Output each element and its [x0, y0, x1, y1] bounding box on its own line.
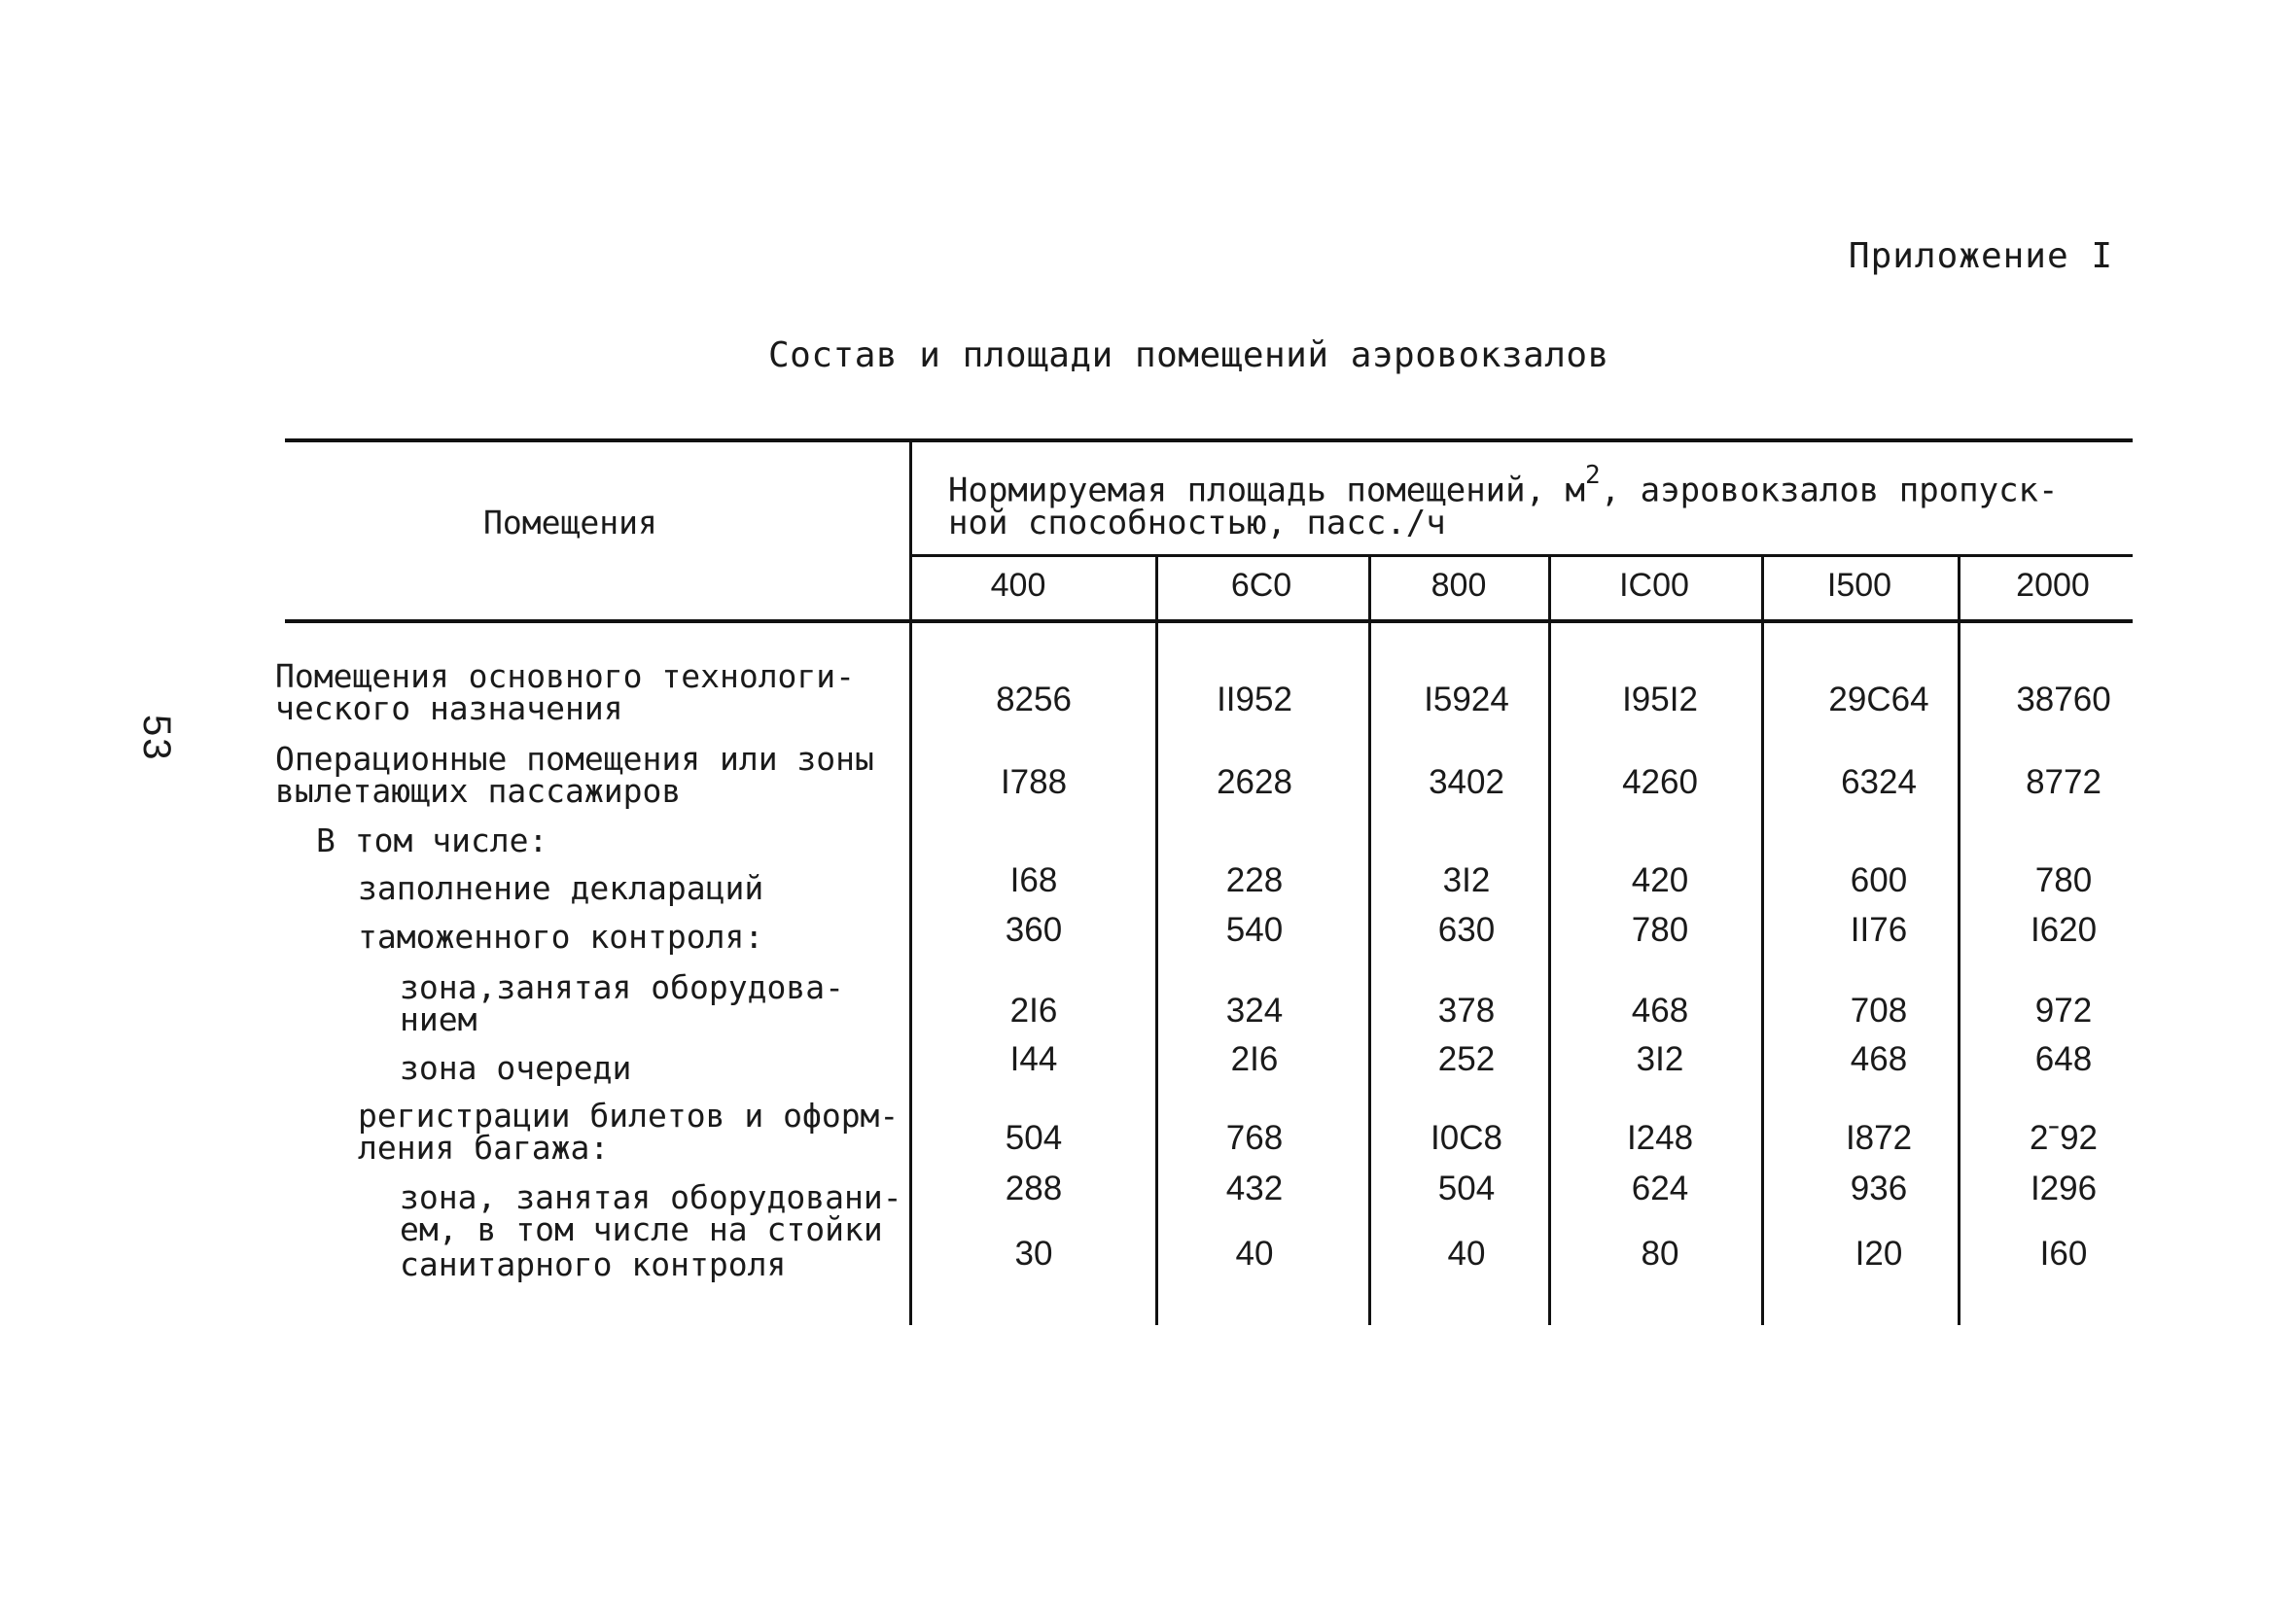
- header-norm-text: Нормируемая площадь помещений, м: [948, 471, 1586, 510]
- row-label: санитарного контроля: [400, 1245, 787, 1283]
- header-norm-area: [948, 461, 2115, 543]
- table-cell: 708: [1850, 992, 1908, 1030]
- table-cell: 228: [1225, 861, 1284, 899]
- table-cell: 2628: [1217, 763, 1292, 801]
- table-cell: 780: [2034, 861, 2093, 899]
- row-label: [275, 740, 874, 810]
- column-header: IС00: [1619, 567, 1689, 604]
- row-label: [358, 1097, 900, 1167]
- column-divider: [1761, 556, 1764, 1325]
- table-cell: 252: [1437, 1040, 1496, 1078]
- row-label-line: регистрации билетов и оформ-: [358, 1097, 900, 1135]
- row-label-line: ем, в том числе на стойки: [400, 1210, 883, 1248]
- header-bottom-rule: [285, 619, 2133, 623]
- row-label: зона очереди: [400, 1049, 632, 1087]
- table-cell: I620: [2030, 911, 2098, 949]
- table-cell: 40: [1235, 1235, 1274, 1273]
- table-cell: 432: [1225, 1170, 1284, 1207]
- row-label: В том числе:: [316, 821, 548, 859]
- table-cell: I248: [1626, 1119, 1694, 1157]
- row-label: таможенного контроля:: [358, 918, 764, 956]
- table-cell: I0С8: [1431, 1119, 1502, 1157]
- table-cell: 324: [1225, 992, 1284, 1030]
- table-cell: 648: [2034, 1040, 2093, 1078]
- column-header: 2000: [2016, 567, 2090, 604]
- table-cell: 624: [1631, 1170, 1689, 1207]
- table-cell: 4260: [1622, 763, 1698, 801]
- page-number: 53: [135, 715, 178, 762]
- row-label-line: зона, занятая оборудовани-: [400, 1178, 902, 1216]
- table-cell: 972: [2034, 992, 2093, 1030]
- table-cell: 360: [1005, 911, 1063, 949]
- row-label: заполнение деклараций: [358, 869, 764, 907]
- table-cell: I872: [1845, 1119, 1913, 1157]
- table-cell: II76: [1850, 911, 1908, 949]
- table-cell: 630: [1437, 911, 1496, 949]
- row-label-line: зона,занятая оборудова-: [400, 968, 844, 1006]
- table-cell: I296: [2030, 1170, 2098, 1207]
- table-cell: 2I6: [1009, 992, 1058, 1030]
- header-mid-rule: [909, 554, 2133, 557]
- table-cell: I60: [2039, 1235, 2088, 1273]
- header-norm-text: , аэровокзалов пропуск-: [1600, 471, 2059, 510]
- appendix-label: Приложение I: [1848, 236, 2113, 276]
- table-cell: 288: [1005, 1170, 1063, 1207]
- table-cell: 3402: [1429, 763, 1504, 801]
- table-cell: 2ˉ92: [2029, 1119, 2099, 1157]
- header-rooms: Помещения: [483, 504, 657, 542]
- table-cell: 3I2: [1636, 1040, 1684, 1078]
- row-label-line: ческого назначения: [275, 689, 623, 727]
- table-cell: 504: [1005, 1119, 1063, 1157]
- table-cell: 40: [1447, 1235, 1486, 1273]
- row-label-line: ления багажа:: [358, 1129, 610, 1167]
- column-header: 800: [1431, 567, 1487, 604]
- table-cell: I68: [1009, 861, 1058, 899]
- table-cell: 780: [1631, 911, 1689, 949]
- row-label: [275, 657, 856, 727]
- column-header: I500: [1826, 567, 1892, 604]
- row-label: [400, 968, 844, 1038]
- table-cell: I95I2: [1622, 681, 1698, 718]
- column-divider: [909, 440, 912, 1325]
- table-cell: I44: [1009, 1040, 1058, 1078]
- table-cell: 6324: [1841, 763, 1917, 801]
- header-norm-superscript: 2: [1585, 461, 1601, 490]
- table-cell: 600: [1850, 861, 1908, 899]
- table-cell: 420: [1631, 861, 1689, 899]
- table-cell: 468: [1850, 1040, 1908, 1078]
- table-cell: II952: [1217, 681, 1292, 718]
- table-top-rule: [285, 438, 2133, 442]
- table-cell: 468: [1631, 992, 1689, 1030]
- table-cell: I788: [1000, 763, 1068, 801]
- table-cell: 29С64: [1828, 681, 1929, 718]
- table-cell: I20: [1854, 1235, 1903, 1273]
- page-title: Состав и площади помещений аэровокзалов: [768, 335, 1609, 375]
- table-cell: 38760: [2016, 681, 2111, 718]
- table-cell: 768: [1225, 1119, 1284, 1157]
- row-label-line: Операционные помещения или зоны: [275, 740, 874, 778]
- table-cell: 80: [1641, 1235, 1679, 1273]
- table-cell: 8772: [2026, 763, 2102, 801]
- table-cell: I5924: [1424, 681, 1509, 718]
- table-cell: 540: [1225, 911, 1284, 949]
- header-norm-text: ной способностью, пасс./ч: [948, 504, 1446, 543]
- row-label-line: Помещения основного технологи-: [275, 657, 856, 695]
- table-cell: 3I2: [1442, 861, 1491, 899]
- table-cell: 936: [1850, 1170, 1908, 1207]
- table-cell: 30: [1014, 1235, 1053, 1273]
- table-cell: 8256: [996, 681, 1072, 718]
- row-label-line: нием: [400, 1000, 477, 1038]
- row-label-line: вылетающих пассажиров: [275, 772, 682, 810]
- table-cell: 2I6: [1230, 1040, 1279, 1078]
- table-cell: 378: [1437, 992, 1496, 1030]
- table-cell: 504: [1437, 1170, 1496, 1207]
- column-header: 400: [990, 567, 1046, 604]
- row-label: [400, 1178, 902, 1248]
- column-header: 6С0: [1230, 567, 1292, 604]
